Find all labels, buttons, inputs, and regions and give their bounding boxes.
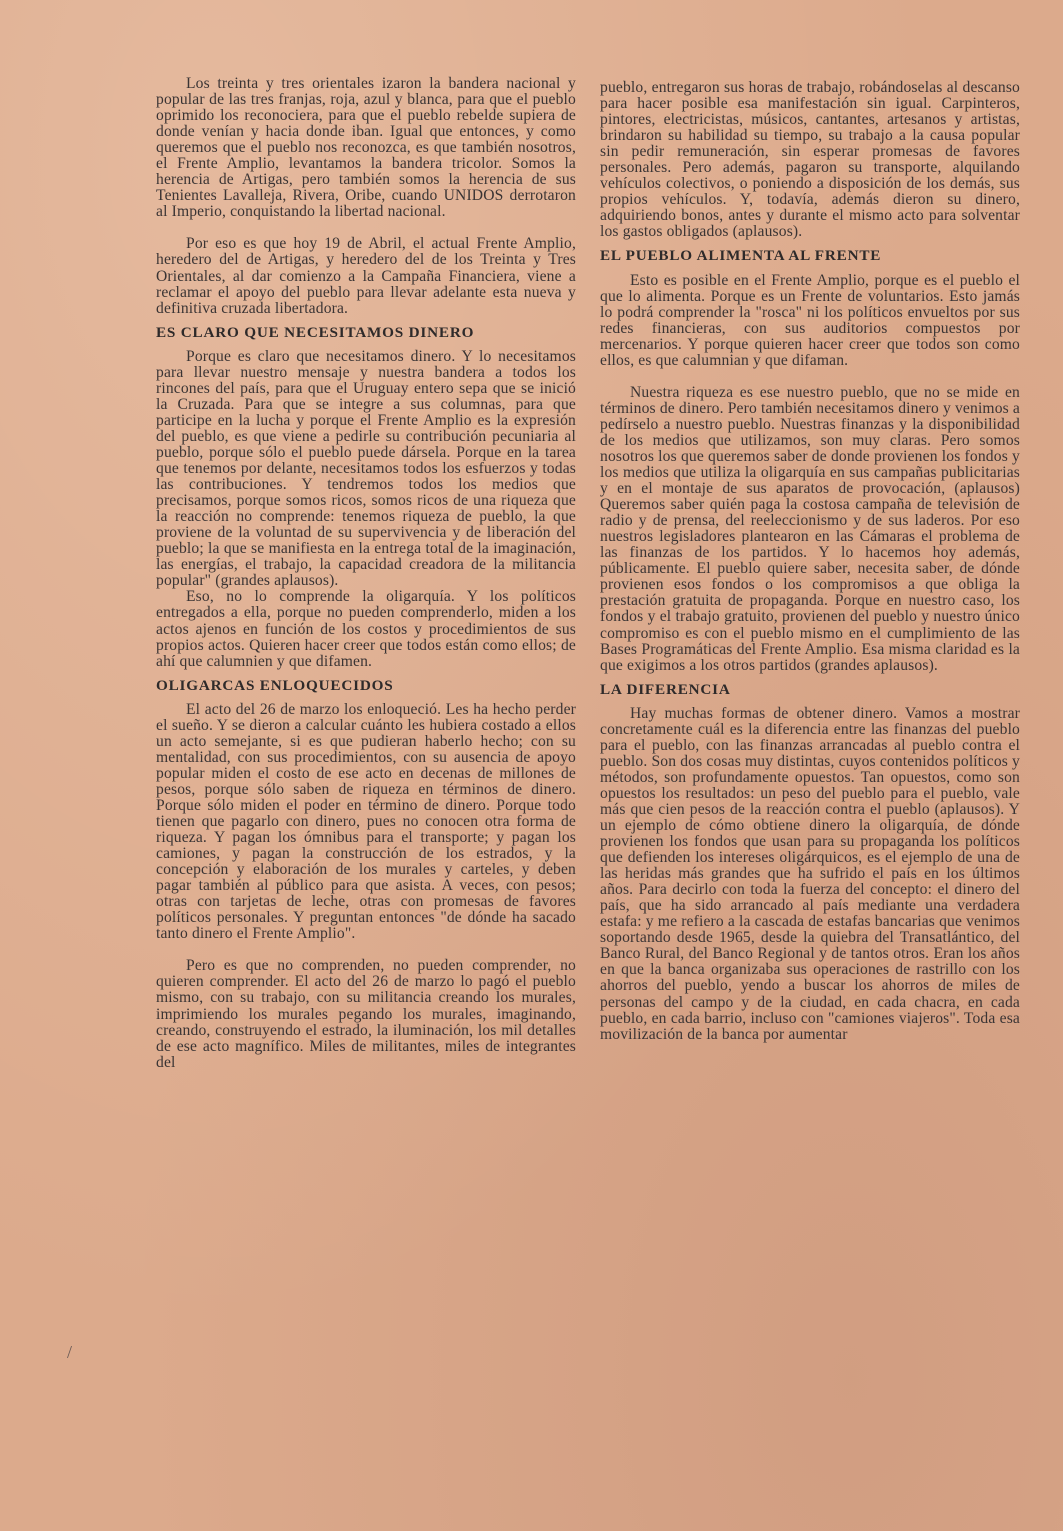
right-paragraph: Nuestra riqueza es ese nuestro pueblo, que no se mide en términos de dinero. Pero también necesitamos dinero y venimos a pedírselo a nuestro pueblo. Nuestras finanzas y la disponibilidad de los medios que utilizamos, son muy claras. Pero somos nosotros los que queremos saber de donde provienen los fondos y los medios que utiliza la oligarquía en sus campañas publicitarias y en el montaje de sus aparatos de provocación, (aplausos) Queremos saber quién paga la costosa campaña de televisión de radio y de prensa, del reeleccionismo y de sus laderos. Por eso nuestros legisladores plantearon en las Cámaras el problema de las finanzas de los partidos. Y lo hacemos hoy además, públicamente. El pueblo quiere saber, necesita saber, de dónde provienen esos fondos o los compromisos a que obliga la prestación gratuita de propaganda. Porque en nuestro caso, los fondos y el trabajo gratuito, provienen del pueblo y nuestro único compromiso es con el pueblo mismo en el cumplimiento de las Bases Programáticas del Frente Amplio. Esa misma claridad es la que exigimos a los otros partidos (grandes aplausos). <box>600 383 1020 674</box>
section-heading: OLIGARCAS ENLOQUECIDOS <box>156 676 394 694</box>
paragraph-spacer <box>156 220 576 236</box>
left-paragraph: Los treinta y tres orientales izaron la bandera nacional y popular de las tres franjas, roja, azul y blanca, para que el pueblo oprimido los reconociera, para que el pueblo rebelde supiera de donde venían y hacia donde iban. Igual que entonces, y como queremos que el pueblo nos reconozca, es que también nosotros, el Frente Amplio, levantamos la bandera tricolor. Somos la herencia de Artigas, pero también somos la herencia de sus Tenientes Lavalleja, Rivera, Oribe, cuando UNIDOS derrotaron al Imperio, conquistando la libertad nacional. <box>156 75 576 221</box>
section-heading: EL PUEBLO ALIMENTA AL FRENTE <box>600 247 882 265</box>
left-paragraph: Porque es claro que necesitamos dinero. Y lo necesitamos para llevar nuestro mensaje y nuestra bandera a todos los rincones del país, para que el Uruguay entero sepa que se inició la Cruzada. Para que se integre a sus columnas, para que participe en la lucha y porque el Frente Amplio es la expresión del pueblo, es que viene a pedirle su contribución pecuniaria al pueblo, porque sólo el pueblo puede dársela. Porque en la tarea que tenemos por delante, necesitamos todos los esfuerzos y todas las contribuciones. Y tendremos todos los medios que precisamos, porque somos ricos, somos ricos de una riqueza que la reacción no comprende: tenemos riqueza de pueblo, la que proviene de la voluntad de su supervivencia y de liberación del pueblo; la que se manifiesta en la entrega total de la imaginación, las energías, el trabajo, la capacidad creadora de la militancia popular" (grandes aplausos). <box>156 347 576 590</box>
right-paragraph: Hay muchas formas de obtener dinero. Vamos a mostrar concretamente cuál es la diferencia entre las finanzas del pueblo para el pueblo, con las finanzas arrancadas al pueblo contra el pueblo. Son dos cosas muy distintas, cuyos contenidos políticos y métodos, son profundamente opuestos. Tan opuestos, como son opuestos los resultados: un peso del pueblo para el pueblo, vale más que cien pesos de la reacción contra el pueblo (aplausos). Y un ejemplo de cómo obtiene dinero la oligarquía, de dónde provienen los fondos que usan para su propaganda los políticos que defienden los intereses oligárquicos, es el ejemplo de una de las heridas más grandes que ha sufrido el país en los últimos años. Para decirlo con toda la fuerza del concepto: el dinero del país, que ha sido arrancado al país mediante una verdadera estafa: y me refiero a la cascada de estafas bancarias que venimos soportando desde 1965, desde la quiebra del Transatlántico, del Banco Rural, del Banco Regional y de tantos otros. Eran los años en que la banca organizaba sus operaciones de rastrillo con los ahorros del pueblo, yendo a buscar los ahorros de miles de personas del campo y de la ciudad, en cada chacra, en cada pueblo, en cada barrio, incluso con "camiones viajeros". Toda esa movilización de la banca por aumentar <box>600 704 1020 1043</box>
margin-mark: / <box>67 1342 73 1362</box>
left-paragraph: El acto del 26 de marzo los enloqueció. Les ha hecho perder el sueño. Y se dieron a calcular cuánto les hubiera costado a ellos un acto semejante, si es que pudieran haberlo hecho; con su mentalidad, con sus procedimientos, con su ausencia de apoyo popular miden el costo de ese acto en decenas de millones de pesos, porque sólo saben de riqueza en términos de dinero. Porque sólo miden el poder en término de dinero. Porque todo tienen que pagarlo con dinero, pues no conocen otra forma de riqueza. Y pagan los ómnibus para el transporte; y pagan los camiones, y pagan la construcción de los estrados, y la concepción y elaboración de los murales y carteles, y deben pagar también al público para que asista. A veces, con pesos; otras con tarjetas de leche, otras con promesas de favores políticos personales. Y preguntan entonces "de dónde ha sacado tanto dinero el Frente Amplio". <box>156 700 576 943</box>
right-text-column <box>600 80 1020 1043</box>
paragraph-spacer <box>600 369 1020 385</box>
paragraph-spacer <box>156 942 576 958</box>
section-heading: ES CLARO QUE NECESITAMOS DINERO <box>156 323 475 341</box>
left-text-column <box>156 76 576 1071</box>
left-paragraph: Por eso es que hoy 19 de Abril, el actual Frente Amplio, heredero del de Artigas, y heredero del de los Treinta y Tres Orientales, al dar comienzo a la Campaña Financiera, viene a reclamar el apoyo del pueblo para llevar adelante esta nueva y definitiva cruzada libertadora. <box>156 235 576 317</box>
left-paragraph: Pero es que no comprenden, no pueden comprender, no quieren comprender. El acto del 26 de marzo lo pagó el pueblo mismo, con su trabajo, con su militancia creando los murales, imprimiendo los murales pegando los murales, imaginando, creando, construyendo el estrado, la iluminación, los mil detalles de ese acto magnífico. Miles de militantes, miles de integrantes del <box>156 957 576 1071</box>
left-paragraph: Eso, no lo comprende la oligarquía. Y los políticos entregados a ella, porque no pueden comprenderlo, miden a los actos ajenos en función de los costos y procedimientos de sus propios actos. Quieren hacer creer que todos están como ellos; de ahí que calumnien y que difamen. <box>156 588 576 670</box>
right-paragraph: Esto es posible en el Frente Amplio, porque es el pueblo el que lo alimenta. Porque es un Frente de voluntarios. Esto jamás lo podrá comprender la "rosca" ni los políticos envueltos por sus redes financieras, con sus auditorios compuestos por mercenarios. Y porque quieren hacer creer que todos son como ellos, es que calumnian y que difaman. <box>600 271 1020 369</box>
section-heading: LA DIFERENCIA <box>600 680 731 698</box>
right-paragraph: pueblo, entregaron sus horas de trabajo, robándoselas al descanso para hacer posible esa manifestación sin igual. Carpinteros, pintores, electricistas, músicos, cantantes, artesanos y artistas, brindaron su habilidad su tiempo, su trabajo a la causa popular sin pedir remuneración, sin esperar promesas de favores personales. Pero además, pagaron su transporte, alquilando vehículos colectivos, o poniendo a disposición de los demás, sus propios vehículos. Y, todavía, además dieron su dinero, adquiriendo bonos, antes y durante el mismo acto para solventar los gastos obligados (aplausos). <box>600 79 1020 241</box>
